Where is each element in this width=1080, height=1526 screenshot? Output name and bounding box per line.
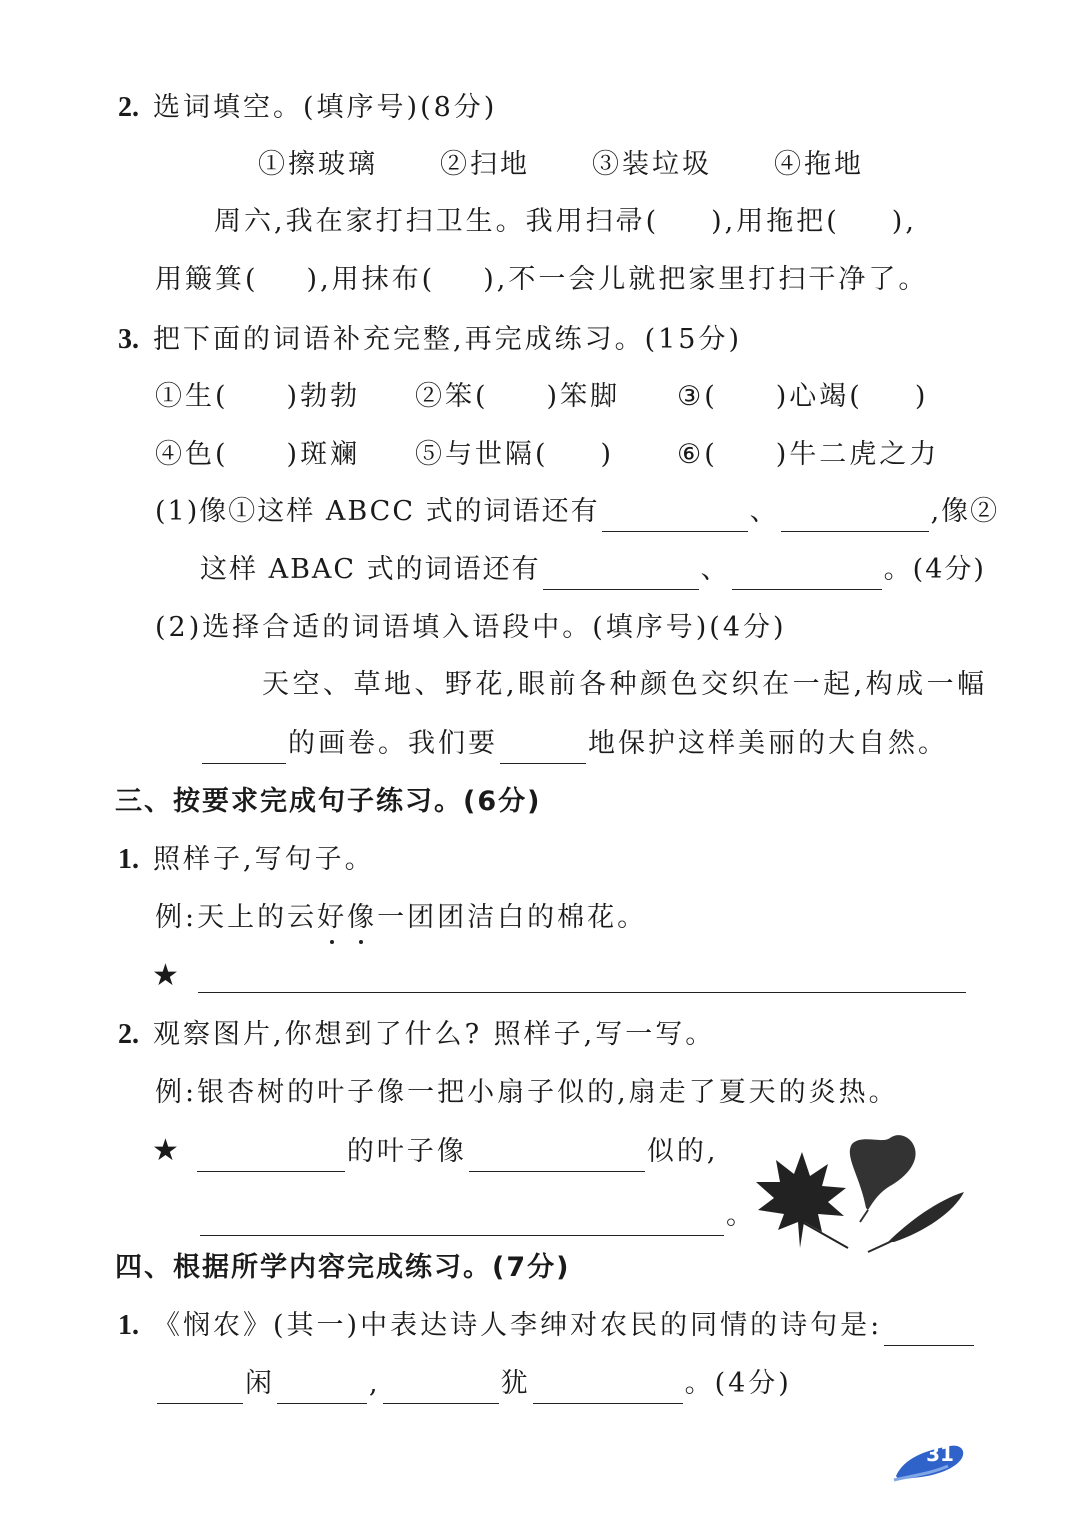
q3-title-line: [118, 320, 742, 360]
section-4-heading: 四、根据所学内容完成练习。(7分): [115, 1252, 571, 1283]
s3-q1-number: 1.: [118, 844, 139, 875]
q2-number: 2.: [118, 92, 139, 123]
answer-line[interactable]: [500, 733, 586, 764]
answer-line[interactable]: [884, 1315, 974, 1346]
q2-sentence-line-2: [155, 260, 928, 300]
page-number: 31: [926, 1442, 954, 1466]
s3-example-2: 例:银杏树的叶子像一把小扇子似的,扇走了夏天的炎热。: [155, 1077, 899, 1108]
q2-title: 选词填空。(填序号)(8分): [153, 92, 498, 123]
q2-text: ),用抹布(: [306, 264, 436, 295]
q2-options: [258, 145, 864, 185]
q2-text: ),用拖把(: [711, 206, 840, 237]
s4-q1-line-2: 闲 , 犹 。(4分): [155, 1364, 792, 1404]
section-3-heading: 三、按要求完成句子练习。(6分): [115, 786, 542, 817]
answer-line[interactable]: [543, 559, 699, 590]
answer-line[interactable]: [200, 1205, 724, 1236]
answer-line[interactable]: [157, 1373, 243, 1404]
q3-sub1-line-1: (1)像①这样 ABCC 式的词语还有 、 ,像②: [155, 492, 999, 532]
q3-sub1-text: 这样 ABAC 式的词语还有: [200, 554, 541, 585]
s3-q1-title: 照样子,写句子。: [153, 844, 375, 875]
idiom-3: ③( )心竭( ): [677, 381, 929, 412]
answer-line[interactable]: [197, 1141, 345, 1172]
q2-option-4: ④拖地: [774, 149, 864, 180]
q2-text: 周六,我在家打扫卫生。我用扫帚(: [214, 206, 660, 237]
s4-q1-line-1: [118, 1306, 976, 1346]
answer-line[interactable]: [732, 559, 882, 590]
s3-q2-title: 观察图片,你想到了什么? 照样子,写一写。: [153, 1019, 716, 1050]
idiom-4: ④色( )斑斓: [155, 439, 361, 470]
idiom-6: ⑥( )牛二虎之力: [677, 439, 940, 470]
answer-line[interactable]: [277, 1373, 367, 1404]
s3-q1-answer-row: [152, 956, 179, 997]
q2-option-2: ②扫地: [440, 149, 530, 180]
q2-text: ),不一会儿就把家里打扫干净了。: [483, 264, 929, 295]
q3-paragraph-line-1: 天空、草地、野花,眼前各种颜色交织在一起,构成一幅: [262, 669, 988, 700]
answer-line[interactable]: [533, 1373, 683, 1404]
q2-option-3: ③装垃圾: [592, 149, 712, 180]
q3-sub1-line-2: 这样 ABAC 式的词语还有 、 。(4分): [200, 550, 986, 590]
ginkgo-leaf-icon: [850, 1135, 916, 1222]
s3-q1-title-line: [118, 840, 375, 880]
q3-paragraph-line-2: 的画卷。我们要 地保护这样美丽的大自然。: [200, 724, 948, 764]
answer-line[interactable]: [383, 1373, 499, 1404]
idiom-1: ①生( )勃勃: [155, 381, 361, 412]
idiom-5: ⑤与世隔( ): [415, 439, 615, 470]
s3-q2-answer-row-1: ★ 的叶子像 似的,: [152, 1131, 719, 1172]
s4-q1-number: 1.: [118, 1310, 139, 1341]
emphasis-dot: [359, 940, 363, 944]
answer-line[interactable]: [781, 501, 929, 532]
answer-line[interactable]: [202, 733, 286, 764]
emphasis-dot: [330, 940, 334, 944]
q2-option-1: ①擦玻璃: [258, 149, 378, 180]
answer-line[interactable]: [602, 501, 748, 532]
q3-number: 3.: [118, 324, 139, 355]
q3-sub1-text: (1)像①这样 ABCC 式的词语还有: [155, 496, 600, 527]
s3-q2-title-line: [118, 1015, 715, 1055]
willow-leaf-icon: [868, 1192, 964, 1252]
maple-leaf-icon: [756, 1152, 848, 1248]
q2-text: ),: [891, 206, 917, 237]
s3-q2-answer-row-2: 。: [198, 1196, 756, 1236]
q3-title: 把下面的词语补充完整,再完成练习。(15分): [153, 324, 743, 355]
answer-line[interactable]: [469, 1141, 645, 1172]
answer-line[interactable]: [198, 992, 966, 993]
q2-text: 用簸箕(: [155, 264, 259, 295]
q2-sentence-line-1: [214, 202, 917, 242]
s4-q1-text: 《悯农》(其一)中表达诗人李绅对农民的同情的诗句是:: [153, 1310, 883, 1341]
star-icon: ★: [152, 1133, 179, 1168]
star-icon: ★: [152, 958, 179, 993]
idiom-2: ②笨( )笨脚: [415, 381, 621, 412]
q3-sub2: (2)选择合适的词语填入语段中。(填序号)(4分): [155, 612, 787, 643]
s3-example-1: 例:天上的云好像一团团洁白的棉花。: [155, 902, 648, 933]
q2-title-line: [118, 88, 497, 128]
s3-q2-number: 2.: [118, 1019, 139, 1050]
leaves-illustration: [748, 1130, 970, 1258]
